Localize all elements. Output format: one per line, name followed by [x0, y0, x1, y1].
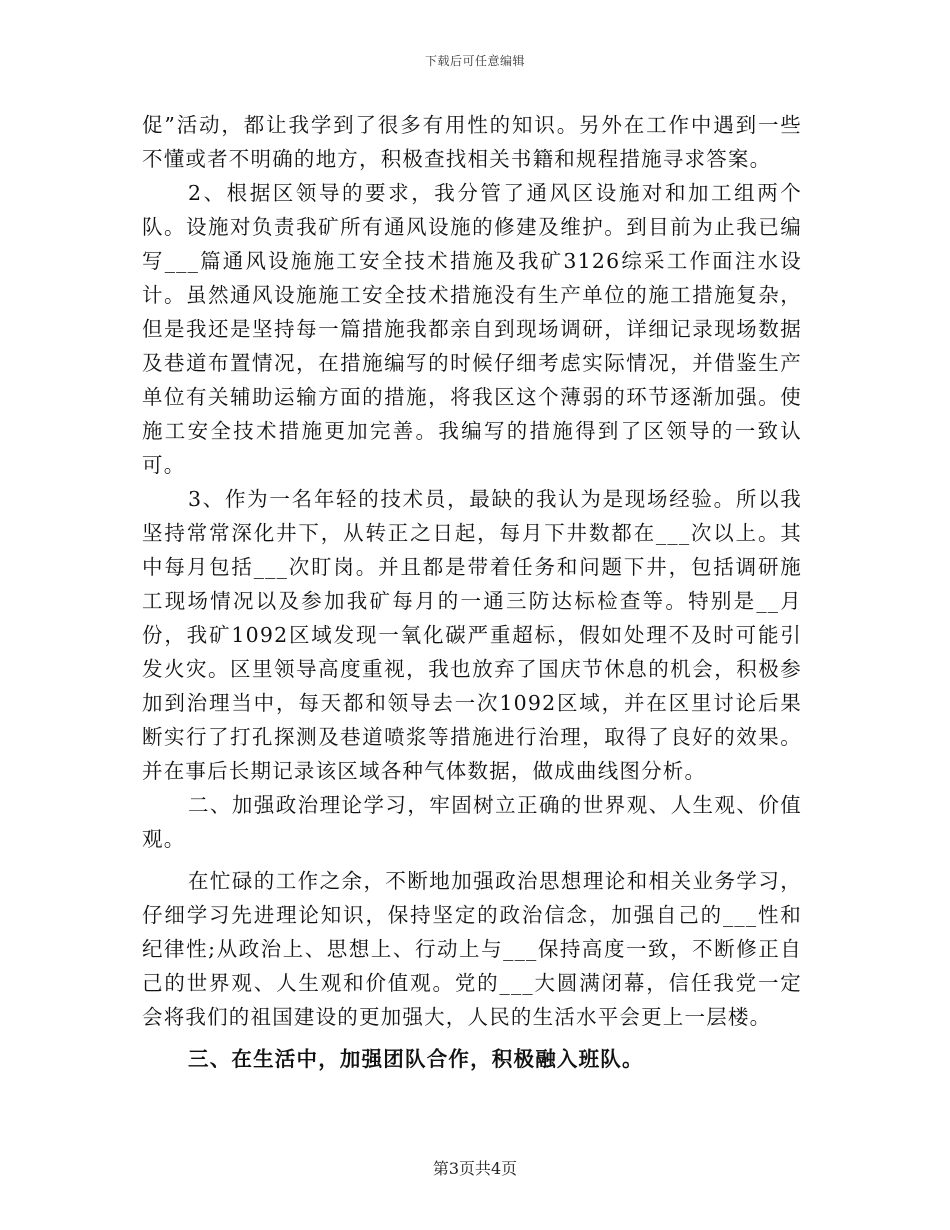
- page-footer: 第3页共4页: [432, 1159, 518, 1178]
- paragraph-item-3: 3、作为一名年轻的技术员，最缺的我认为是现场经验。所以我坚持常常深化井下，从转正之日起，每月下井数都在___次以上。其中每月包括___次盯岗。并且都是带着任务和问题下井，包括调研施工现场情况以及参加我矿每月的一通三防达标检查等。特别是__月份，我矿1092区域发现一氧化碳严重超标，假如处理不及时可能引发火灾。区里领导高度重视，我也放弃了国庆节休息的机会，积极参加到治理当中，每天都和领导去一次1092区域，并在区里讨论后果断实行了打孔探测及巷道喷浆等措施进行治理，取得了良好的效果。并在事后长期记录该区域各种气体数据，做成曲线图分析。: [142, 487, 802, 783]
- paragraph-item-2: 2、根据区领导的要求，我分管了通风区设施对和加工组两个队。设施对负责我矿所有通风设施的修建及维护。到目前为止我已编写___篇通风设施施工安全技术措施及我矿3126综采工作面注水设计。虽然通风设施施工安全技术措施没有生产单位的施工措施复杂，但是我还是坚持每一篇措施我都亲自到现场调研，详细记录现场数据及巷道布置情况，在措施编写的时候仔细考虑实际情况，并借鉴生产单位有关辅助运输方面的措施，将我区这个薄弱的环节逐渐加强。使施工安全技术措施更加完善。我编写的措施得到了区领导的一致认可。: [142, 181, 802, 477]
- section-heading-3: 三、在生活中，加强团队合作，积极融入班队。: [188, 1047, 644, 1071]
- page-header: 下载后可任意编辑: [424, 54, 525, 68]
- paragraph-continuation: 促”活动，都让我学到了很多有用性的知识。另外在工作中遇到一些不懂或者不明确的地方，积极查找相关书籍和规程措施寻求答案。: [142, 113, 802, 171]
- paragraph-political-study: 在忙碌的工作之余，不断地加强政治思想理论和相关业务学习，仔细学习先进理论知识，保持坚定的政治信念，加强自己的___性和纪律性;从政治上、思想上、行动上与___保持高度一致，不断修正自己的世界观、人生观和价值观。党的___大圆满闭幕，信任我党一定会将我们的祖国建设的更加强大，人民的生活水平会更上一层楼。: [142, 869, 802, 1029]
- section-heading-2: 二、加强政治理论学习，牢固树立正确的世界观、人生观、价值观。: [142, 793, 802, 851]
- document-body: [142, 108, 802, 1076]
